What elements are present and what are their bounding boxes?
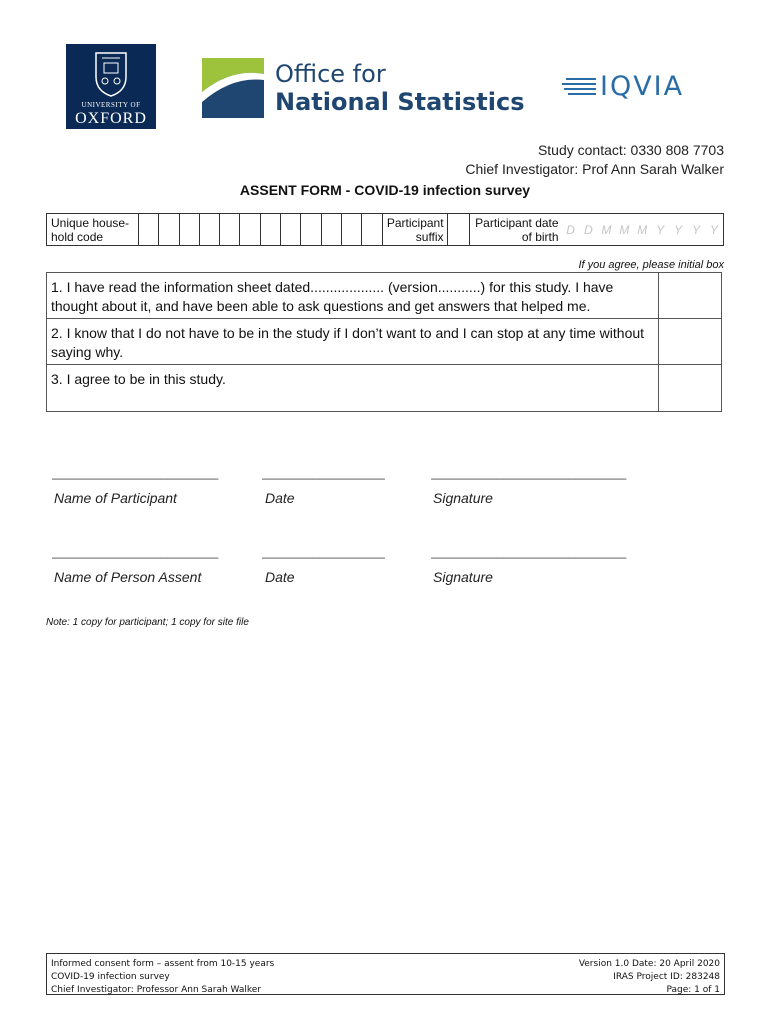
form-title — [0, 182, 770, 198]
participant-name-label: Name of Participant — [54, 490, 177, 506]
participant-date-line[interactable]: _________________ — [262, 465, 385, 480]
footer-form-type: Informed consent form – assent from 10-15 years — [51, 959, 275, 969]
statement-row — [47, 273, 721, 319]
initial-note: If you agree, please initial box — [578, 259, 724, 271]
oxford-small-text: UNIVERSITY OF — [81, 101, 141, 109]
ons-mark-icon — [202, 58, 264, 118]
participant-signature-label: Signature — [433, 490, 493, 506]
participant-signature-line[interactable]: ___________________________ — [431, 465, 627, 480]
household-cell[interactable] — [261, 214, 281, 245]
form-title-text: ASSENT FORM - COVID-19 infection survey — [239, 182, 531, 198]
household-cell[interactable] — [342, 214, 362, 245]
person-name-line[interactable]: _______________________ — [52, 544, 219, 559]
ons-line1: Office for — [275, 60, 386, 88]
dob-cell[interactable]: M — [619, 223, 630, 237]
person-signature-label: Signature — [433, 569, 493, 585]
contact-block — [465, 141, 724, 179]
footer-page: Page: 1 of 1 — [666, 985, 720, 995]
household-cell[interactable] — [200, 214, 220, 245]
household-label: Unique house-hold code — [47, 214, 139, 245]
footer-survey: COVID-19 infection survey — [51, 972, 170, 982]
person-date-label: Date — [265, 569, 295, 585]
suffix-label: Participant suffix — [383, 214, 448, 245]
oxford-logo — [66, 44, 156, 129]
copy-note: Note: 1 copy for participant; 1 copy for site file — [46, 617, 249, 628]
footer-right — [579, 958, 720, 997]
household-cell[interactable] — [240, 214, 260, 245]
statement-row — [47, 365, 721, 411]
statement-text: 3. I agree to be in this study. — [47, 365, 659, 411]
footer-investigator: Chief Investigator: Professor Ann Sarah Walker — [51, 985, 262, 995]
dob-cell[interactable]: D — [566, 223, 575, 237]
footer-iras: IRAS Project ID: 283248 — [613, 972, 720, 982]
household-cell[interactable] — [362, 214, 382, 245]
oxford-crest-icon — [94, 51, 128, 97]
ons-logo — [202, 58, 525, 120]
ons-line2: National Statistics — [275, 88, 525, 116]
study-contact: Study contact: 0330 808 7703 — [537, 142, 724, 158]
iqvia-lines-icon — [562, 78, 596, 96]
dob-cell[interactable]: M — [637, 223, 648, 237]
initial-box[interactable] — [659, 365, 721, 411]
chief-investigator: Chief Investigator: Prof Ann Sarah Walker — [465, 161, 724, 177]
dob-cell[interactable]: Y — [692, 223, 701, 237]
initial-box[interactable] — [659, 273, 721, 318]
statement-text: 2. I know that I do not have to be in the study if I don’t want to and I can stop at any time without saying why. — [47, 319, 659, 364]
dob-cell[interactable]: Y — [674, 223, 683, 237]
person-name-label: Name of Person Assent — [54, 569, 202, 585]
dob-cell[interactable]: Y — [656, 223, 665, 237]
suffix-cell[interactable] — [448, 214, 470, 245]
oxford-big-text: OXFORD — [75, 110, 147, 127]
dob-cell[interactable]: M — [601, 223, 612, 237]
statement-row — [47, 319, 721, 365]
statements-table — [46, 272, 722, 412]
dob-label: Participant date of birth — [475, 216, 559, 244]
household-cell[interactable] — [322, 214, 342, 245]
dob-cells[interactable] — [562, 214, 723, 245]
household-cell[interactable] — [301, 214, 321, 245]
participant-date-label: Date — [265, 490, 295, 506]
id-row — [46, 213, 724, 246]
household-cell[interactable] — [139, 214, 159, 245]
person-date-line[interactable]: _________________ — [262, 544, 385, 559]
iqvia-logo — [562, 71, 702, 104]
household-cell[interactable] — [159, 214, 179, 245]
footer — [46, 953, 725, 995]
statement-text: 1. I have read the information sheet dated................... (version...........) for this study. I have thought about it, and have been able to ask questions and get answers that helped me. — [47, 273, 659, 318]
household-cell[interactable] — [281, 214, 301, 245]
household-cell[interactable] — [180, 214, 200, 245]
footer-version: Version 1.0 Date: 20 April 2020 — [578, 959, 720, 969]
person-signature-line[interactable]: ___________________________ — [431, 544, 627, 559]
iqvia-text: IQVIA — [600, 71, 685, 102]
participant-name-line[interactable]: _______________________ — [52, 465, 219, 480]
footer-left — [51, 958, 274, 997]
household-cell[interactable] — [220, 214, 240, 245]
initial-box[interactable] — [659, 319, 721, 364]
dob-cell[interactable]: Y — [710, 223, 719, 237]
dob-cell[interactable]: D — [584, 223, 593, 237]
